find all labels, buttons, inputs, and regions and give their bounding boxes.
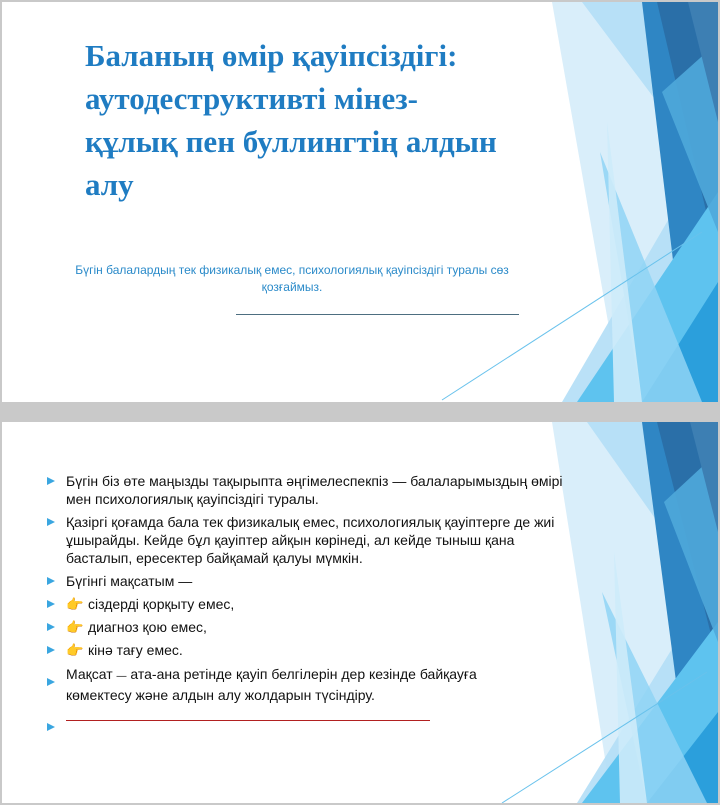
bullet-marker-icon (47, 678, 55, 686)
pointing-hand-icon: 👉 (66, 596, 84, 612)
goal-text-continued: көмектесу және алдын алу жолдарын түсіндіру. (66, 687, 375, 703)
bullet-item (46, 472, 574, 508)
title-line: Баланың өмір қауіпсіздігі: (85, 38, 458, 73)
goal-lead: Мақсат (66, 666, 113, 682)
bullet-list (46, 472, 574, 733)
bullet-marker-icon (47, 723, 55, 731)
slide-title (85, 34, 535, 206)
pointing-hand-icon: 👉 (66, 642, 84, 658)
subtitle-underline (236, 314, 519, 315)
bullet-marker-icon (47, 623, 55, 631)
goal-bullet (46, 665, 574, 704)
bullet-text: кінә тағу емес. (88, 642, 183, 658)
hand-bullet-item (46, 595, 574, 613)
hand-bullet-item (46, 618, 574, 636)
slide-subtitle: Бүгін балалардың тек физикалық емес, психологиялық қауіпсіздігі туралы сөз қозғаймыз. (75, 263, 509, 294)
bullet-text: сіздерді қорқыту емес, (88, 596, 235, 612)
bullet-marker-icon (47, 646, 55, 654)
bullet-text: диагноз қою емес, (88, 619, 207, 635)
pointing-hand-icon: 👉 (66, 619, 84, 635)
bullet-text: Бүгін біз өте маңызды тақырыпта әңгімелеспекпіз — балаларымыздың өмірі мен психологиялық қауіпсіздігі туралы. (66, 473, 563, 507)
title-line: құлық пен буллингтің алдын (85, 124, 497, 159)
bullet-marker-icon (47, 577, 55, 585)
bullet-marker-icon (47, 518, 55, 526)
bullet-item (46, 572, 574, 590)
bullet-marker-icon (47, 600, 55, 608)
bullet-text: Бүгінгі мақсатым — (66, 573, 193, 589)
bullet-text: Қазіргі қоғамда бала тек физикалық емес, психологиялық қауіптерге де жиі ұшырайды. Кейде бұл қауіптер айқын көрінеді, ал кейде тыныш қана басталып, ересектер байқамай қалуы мүмкін. (66, 514, 555, 566)
title-line: алу (85, 167, 134, 202)
goal-dash: — (116, 671, 127, 682)
hand-bullet-item (46, 641, 574, 659)
blank-underline (66, 720, 430, 721)
title-line: аутодеструктивті мінез- (85, 81, 419, 116)
bullet-item (46, 513, 574, 567)
content-slide (2, 422, 718, 803)
bullet-marker-icon (47, 477, 55, 485)
goal-text: ата-ана ретінде қауіп белгілерін дер кезінде байқауға (130, 666, 477, 682)
title-slide (2, 2, 718, 402)
empty-bullet (46, 710, 574, 728)
